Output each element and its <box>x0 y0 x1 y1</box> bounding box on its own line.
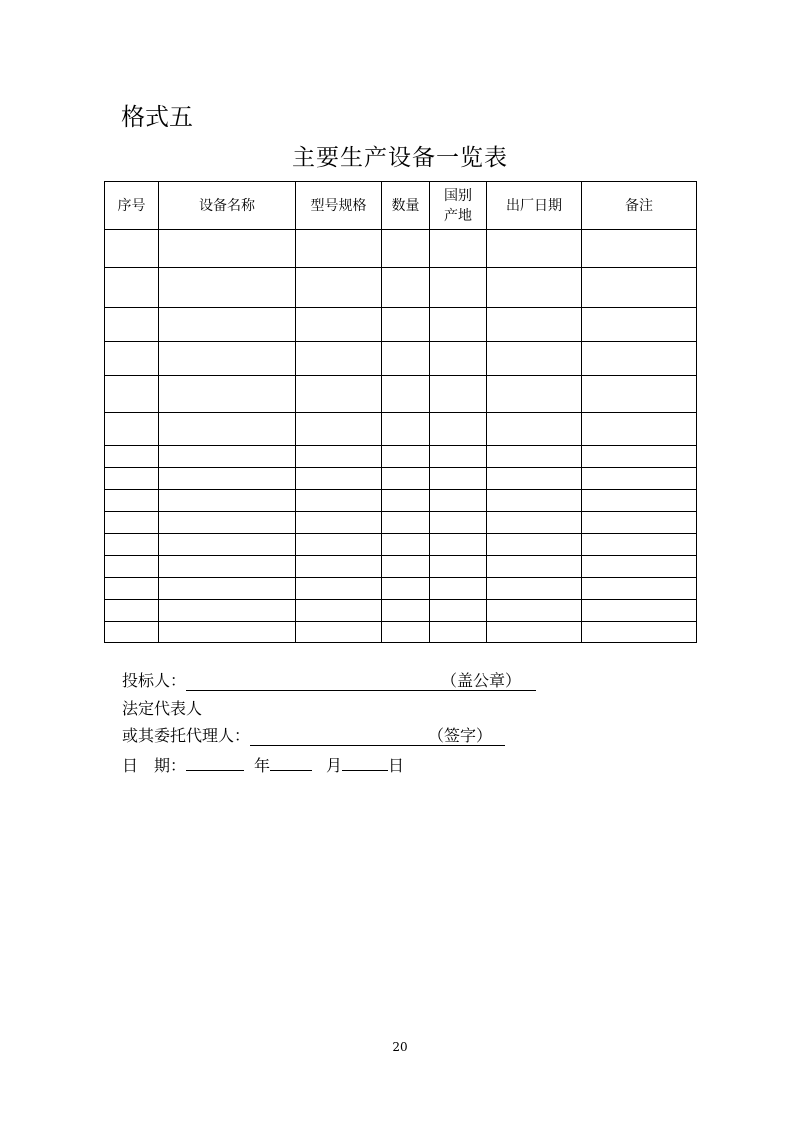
table-cell[interactable] <box>159 512 296 534</box>
table-cell[interactable] <box>105 376 159 413</box>
table-cell[interactable] <box>159 268 296 308</box>
bidder-signature-field[interactable] <box>186 670 536 691</box>
table-cell[interactable] <box>296 230 382 268</box>
table-cell[interactable] <box>159 308 296 342</box>
table-row <box>105 230 697 268</box>
table-row <box>105 556 697 578</box>
format-label: 格式五 <box>121 103 193 131</box>
table-cell[interactable] <box>382 512 430 534</box>
day-field[interactable] <box>342 752 388 771</box>
table-cell[interactable] <box>487 376 582 413</box>
table-cell[interactable] <box>487 308 582 342</box>
bidder-line <box>122 670 536 692</box>
table-cell[interactable] <box>582 376 697 413</box>
table-cell[interactable] <box>105 230 159 268</box>
table-row <box>105 342 697 376</box>
table-row <box>105 512 697 534</box>
table-row <box>105 490 697 512</box>
table-cell[interactable] <box>430 534 487 556</box>
table-cell[interactable] <box>582 413 697 446</box>
table-cell[interactable] <box>382 556 430 578</box>
table-cell[interactable] <box>296 268 382 308</box>
table-cell[interactable] <box>296 468 382 490</box>
table-cell[interactable] <box>582 578 697 600</box>
column-header-serial-number: 序号 <box>105 182 159 230</box>
year-field[interactable] <box>186 752 244 771</box>
month-field[interactable] <box>270 752 312 771</box>
table-cell[interactable] <box>582 446 697 468</box>
table-cell[interactable] <box>296 600 382 622</box>
table-cell[interactable] <box>582 556 697 578</box>
table-cell[interactable] <box>105 490 159 512</box>
column-header-quantity: 数量 <box>382 182 430 230</box>
table-cell[interactable] <box>296 376 382 413</box>
agent-sign-note: （签字） <box>428 726 493 745</box>
column-header-equipment-name: 设备名称 <box>159 182 296 230</box>
legal-rep-line <box>122 698 202 720</box>
table-cell[interactable] <box>296 622 382 643</box>
table-cell[interactable] <box>105 622 159 643</box>
table-cell[interactable] <box>430 490 487 512</box>
table-cell[interactable] <box>382 308 430 342</box>
table-cell[interactable] <box>487 268 582 308</box>
table-cell[interactable] <box>105 308 159 342</box>
table-cell[interactable] <box>430 342 487 376</box>
table-cell[interactable] <box>487 490 582 512</box>
table-cell[interactable] <box>105 600 159 622</box>
table-cell[interactable] <box>430 468 487 490</box>
table-cell[interactable] <box>296 512 382 534</box>
table-cell[interactable] <box>159 230 296 268</box>
column-header-manufacture-date: 出厂日期 <box>487 182 582 230</box>
table-cell[interactable] <box>430 376 487 413</box>
table-cell[interactable] <box>430 622 487 643</box>
table-cell[interactable] <box>382 230 430 268</box>
year-label: 年 <box>254 756 271 775</box>
table-row <box>105 308 697 342</box>
table-cell[interactable] <box>430 556 487 578</box>
table-cell[interactable] <box>487 342 582 376</box>
agent-label: 或其委托代理人： <box>122 726 251 745</box>
table-cell[interactable] <box>105 446 159 468</box>
table-row <box>105 600 697 622</box>
table-cell[interactable] <box>296 413 382 446</box>
table-cell[interactable] <box>487 468 582 490</box>
table-cell[interactable] <box>159 446 296 468</box>
table-cell[interactable] <box>105 268 159 308</box>
table-cell[interactable] <box>382 446 430 468</box>
table-cell[interactable] <box>582 308 697 342</box>
table-row <box>105 268 697 308</box>
table-cell[interactable] <box>296 556 382 578</box>
column-header-model-spec: 型号规格 <box>296 182 382 230</box>
table-cell[interactable] <box>105 556 159 578</box>
table-cell[interactable] <box>487 534 582 556</box>
bidder-label: 投标人： <box>122 671 187 690</box>
table-cell[interactable] <box>296 534 382 556</box>
table-cell[interactable] <box>382 413 430 446</box>
table-row <box>105 446 697 468</box>
table-cell[interactable] <box>105 413 159 446</box>
table-cell[interactable] <box>582 622 697 643</box>
agent-line <box>122 725 505 747</box>
table-cell[interactable] <box>105 342 159 376</box>
table-cell[interactable] <box>382 268 430 308</box>
table-cell[interactable] <box>296 490 382 512</box>
table-cell[interactable] <box>105 468 159 490</box>
date-line <box>122 752 404 777</box>
table-cell[interactable] <box>159 413 296 446</box>
table-row <box>105 468 697 490</box>
table-cell[interactable] <box>430 600 487 622</box>
table-cell[interactable] <box>382 578 430 600</box>
table-cell[interactable] <box>382 468 430 490</box>
date-label: 日 期： <box>122 756 187 775</box>
table-cell[interactable] <box>487 556 582 578</box>
table-cell[interactable] <box>582 468 697 490</box>
table-cell[interactable] <box>430 413 487 446</box>
table-cell[interactable] <box>582 268 697 308</box>
table-cell[interactable] <box>159 342 296 376</box>
table-cell[interactable] <box>159 622 296 643</box>
document-title: 主要生产设备一览表 <box>292 145 508 171</box>
table-cell[interactable] <box>159 578 296 600</box>
table-cell[interactable] <box>382 600 430 622</box>
bidder-seal-note: （盖公章） <box>441 671 522 690</box>
table-cell[interactable] <box>159 534 296 556</box>
legal-rep-label: 法定代表人 <box>122 699 203 718</box>
table-cell[interactable] <box>582 512 697 534</box>
table-cell[interactable] <box>430 446 487 468</box>
table-cell[interactable] <box>159 490 296 512</box>
table-row <box>105 376 697 413</box>
table-cell[interactable] <box>487 230 582 268</box>
table-cell[interactable] <box>296 578 382 600</box>
table-header-row <box>105 182 697 230</box>
table-cell[interactable] <box>487 446 582 468</box>
column-header-country-origin: 国别 产地 <box>430 182 487 230</box>
table-cell[interactable] <box>487 413 582 446</box>
table-cell[interactable] <box>159 600 296 622</box>
month-label: 月 <box>326 756 343 775</box>
table-cell[interactable] <box>296 342 382 376</box>
table-cell[interactable] <box>430 578 487 600</box>
table-cell[interactable] <box>487 578 582 600</box>
table-cell[interactable] <box>582 534 697 556</box>
table-cell[interactable] <box>382 622 430 643</box>
agent-signature-field[interactable] <box>250 725 505 746</box>
table-cell[interactable] <box>582 600 697 622</box>
table-cell[interactable] <box>430 308 487 342</box>
table-row <box>105 534 697 556</box>
equipment-table <box>104 181 697 643</box>
table-cell[interactable] <box>105 512 159 534</box>
table-cell[interactable] <box>382 534 430 556</box>
table-cell[interactable] <box>159 468 296 490</box>
table-cell[interactable] <box>487 600 582 622</box>
table-cell[interactable] <box>159 376 296 413</box>
column-header-remarks: 备注 <box>582 182 697 230</box>
day-label: 日 <box>388 756 405 775</box>
table-cell[interactable] <box>105 534 159 556</box>
table-row <box>105 622 697 643</box>
table-cell[interactable] <box>382 376 430 413</box>
table-cell[interactable] <box>105 578 159 600</box>
table-cell[interactable] <box>487 622 582 643</box>
table-cell[interactable] <box>582 490 697 512</box>
table-cell[interactable] <box>430 230 487 268</box>
table-row <box>105 413 697 446</box>
table-cell[interactable] <box>382 342 430 376</box>
page-number: 20 <box>392 1040 408 1054</box>
table-cell[interactable] <box>487 512 582 534</box>
table-row <box>105 578 697 600</box>
table-cell[interactable] <box>382 490 430 512</box>
table-cell[interactable] <box>430 268 487 308</box>
table-cell[interactable] <box>582 230 697 268</box>
table-cell[interactable] <box>159 556 296 578</box>
table-cell[interactable] <box>430 512 487 534</box>
table-cell[interactable] <box>296 446 382 468</box>
table-body <box>105 230 697 643</box>
table-cell[interactable] <box>582 342 697 376</box>
table-cell[interactable] <box>296 308 382 342</box>
